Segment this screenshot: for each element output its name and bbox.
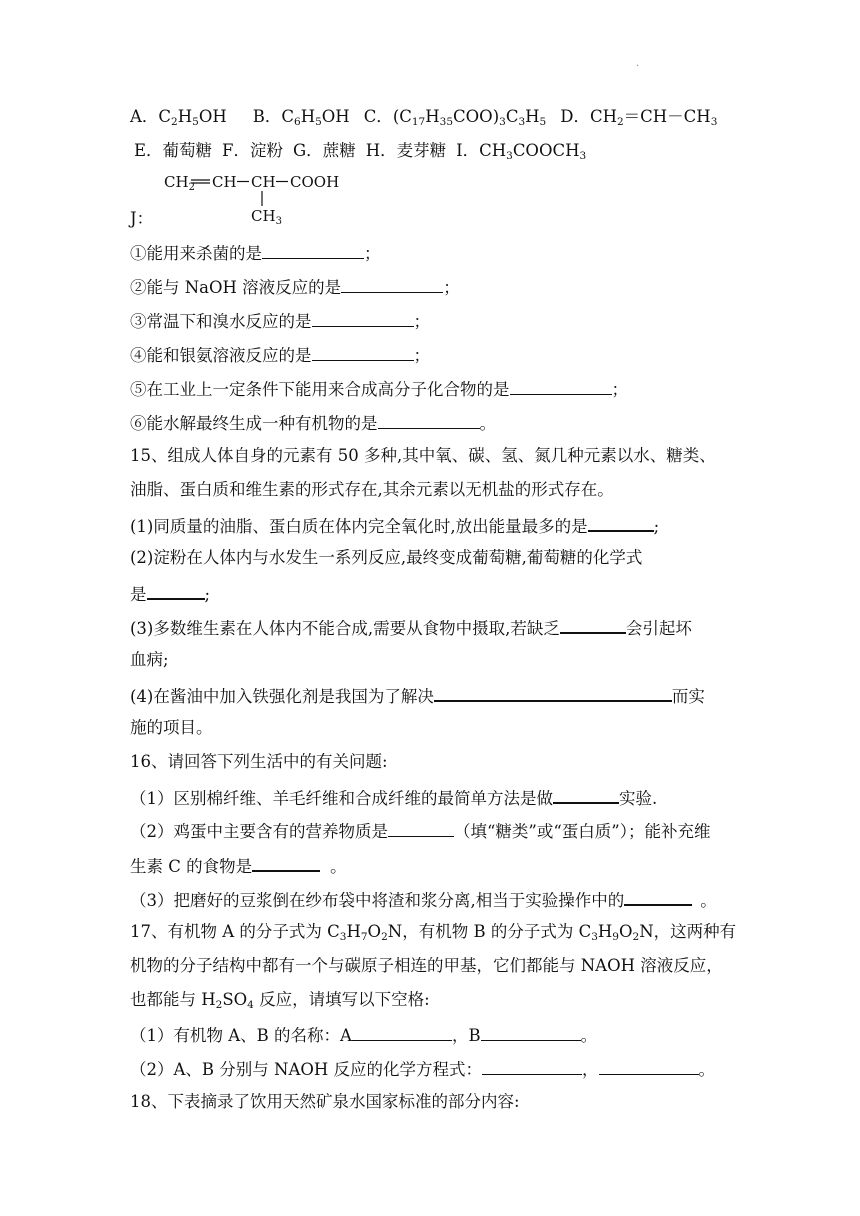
formula-a: $C_3H_7O_2N$ <box>327 922 403 943</box>
answer-blank-a[interactable] <box>482 1056 582 1075</box>
q14-item-2: ②能与 NaOH 溶液反应的是 ； <box>130 274 460 300</box>
q15-part-3b: 血病; <box>130 650 169 669</box>
formula-h2so4: $H_2SO_4$ <box>201 990 254 1011</box>
q15-stem-1: 15、组成人体自身的元素有 50 多种,其中氧、碳、氢、氮几种元素以水、糖类、 <box>130 446 716 465</box>
answer-blank[interactable] <box>312 342 414 361</box>
answer-blank-a[interactable] <box>352 1022 452 1041</box>
q15-stem-2: 油脂、蛋白质和维生素的形式存在,其余元素以无机盐的形式存在。 <box>130 480 614 499</box>
option-f: F．淀粉 <box>222 141 283 160</box>
q14-item-3: ③常温下和溴水反应的是 ； <box>130 308 430 334</box>
option-b: B．$C_6H_5OH$ <box>252 107 350 128</box>
answer-blank[interactable] <box>252 852 320 872</box>
q14-options-line-2 <box>134 139 586 163</box>
q17-line-3: 也都能与 $H_2SO_4$ 反应，请填写以下空格: <box>130 990 430 1011</box>
struct-cooh: COOH <box>290 173 340 191</box>
option-g: G．蔗糖 <box>293 141 356 160</box>
q17-part-1: （1）有机物 A、B 的名称：A ，B 。 <box>130 1022 597 1048</box>
answer-blank[interactable] <box>560 614 626 634</box>
q14-item-5: ⑤在工业上一定条件下能用来合成高分子化合物的是 ； <box>130 376 628 402</box>
q15-part-2b: 是 ; <box>130 580 210 607</box>
struct-ch-2: CH <box>251 173 276 191</box>
option-j-label: J： <box>130 209 154 228</box>
option-h: H．麦芽糖 <box>365 141 447 160</box>
q16-part-2b: 生素 C 的食物是 。 <box>130 852 347 879</box>
answer-blank[interactable] <box>312 308 414 327</box>
answer-blank[interactable] <box>624 886 692 906</box>
struct-ch-1: CH <box>212 173 237 191</box>
q14-item-4: ④能和银氨溶液反应的是 ； <box>130 342 430 368</box>
q18-stem: 18、下表摘录了饮用天然矿泉水国家标准的部分内容: <box>130 1092 520 1111</box>
q15-part-4b: 施的项目。 <box>130 718 213 737</box>
answer-blank[interactable] <box>378 410 480 429</box>
formula-b: $C_3H_9O_2N$ <box>578 922 654 943</box>
q15-part-1: (1)同质量的油脂、蛋白质在体内完全氧化时,放出能量最多的是 ; <box>130 512 659 539</box>
q14-options-line-1 <box>130 105 717 129</box>
page-mark: . <box>636 58 640 69</box>
q14-item-6: ⑥能水解最终生成一种有机物的是 。 <box>130 410 496 436</box>
answer-blank[interactable] <box>434 682 672 702</box>
q16-part-2a: （2）鸡蛋中主要含有的营养物质是 （填“糖类”或“蛋白质”）；能补充维 <box>130 818 711 844</box>
struct-ch2: $CH_2$ <box>164 173 195 193</box>
q17-line-2: 机物的分子结构中都有一个与碳原子相连的甲基，它们都能与 NAOH 溶液反应， <box>130 956 723 975</box>
option-c: C．$(C_{17}H_{35}COO)_3C_3H_5$ <box>363 107 547 128</box>
q16-part-3: （3）把磨好的豆浆倒在纱布袋中将渣和浆分离,相当于实验操作中的 。 <box>130 886 717 913</box>
answer-blank[interactable] <box>341 274 443 293</box>
option-e: E．葡萄糖 <box>134 141 213 160</box>
q16-part-1: （1）区别棉纤维、羊毛纤维和合成纤维的最简单方法是做 实验. <box>130 784 657 811</box>
answer-blank-b[interactable] <box>481 1022 581 1041</box>
answer-blank[interactable] <box>588 512 654 532</box>
option-d: D．$CH_2=CH-CH_3$ <box>560 107 718 128</box>
q15-part-3a: (3)多数维生素在人体内不能合成,需要从食物中摄取,若缺乏 会引起坏 <box>130 614 692 641</box>
answer-blank[interactable] <box>262 240 364 259</box>
answer-blank[interactable] <box>388 818 454 837</box>
struct-ch3: $CH_3$ <box>251 207 282 226</box>
option-i: I．$CH_3COOCH_3$ <box>456 141 587 162</box>
structural-formula <box>160 170 360 226</box>
answer-blank[interactable] <box>553 784 619 804</box>
answer-blank[interactable] <box>147 580 205 600</box>
q15-part-2a: (2)淀粉在人体内与水发生一系列反应,最终变成葡萄糖,葡萄糖的化学式 <box>130 548 643 567</box>
q17-part-2: （2）A、B 分别与 NAOH 反应的化学方程式： ， 。 <box>130 1056 715 1082</box>
option-a: A．$C_2H_5OH$ <box>130 107 227 128</box>
q17-line-1: 17、有机物 A 的分子式为 $C_3H_7O_2N$，有机物 B 的分子式为 $C_3H_9O_2N$，这两种有 <box>130 922 737 943</box>
q16-stem: 16、请回答下列生活中的有关问题: <box>130 752 388 771</box>
q14-item-1: ①能用来杀菌的是 ； <box>130 240 381 266</box>
answer-blank[interactable] <box>510 376 612 395</box>
answer-blank-b[interactable] <box>599 1056 699 1075</box>
q15-part-4a: (4)在酱油中加入铁强化剂是我国为了解决 而实 <box>130 682 705 709</box>
